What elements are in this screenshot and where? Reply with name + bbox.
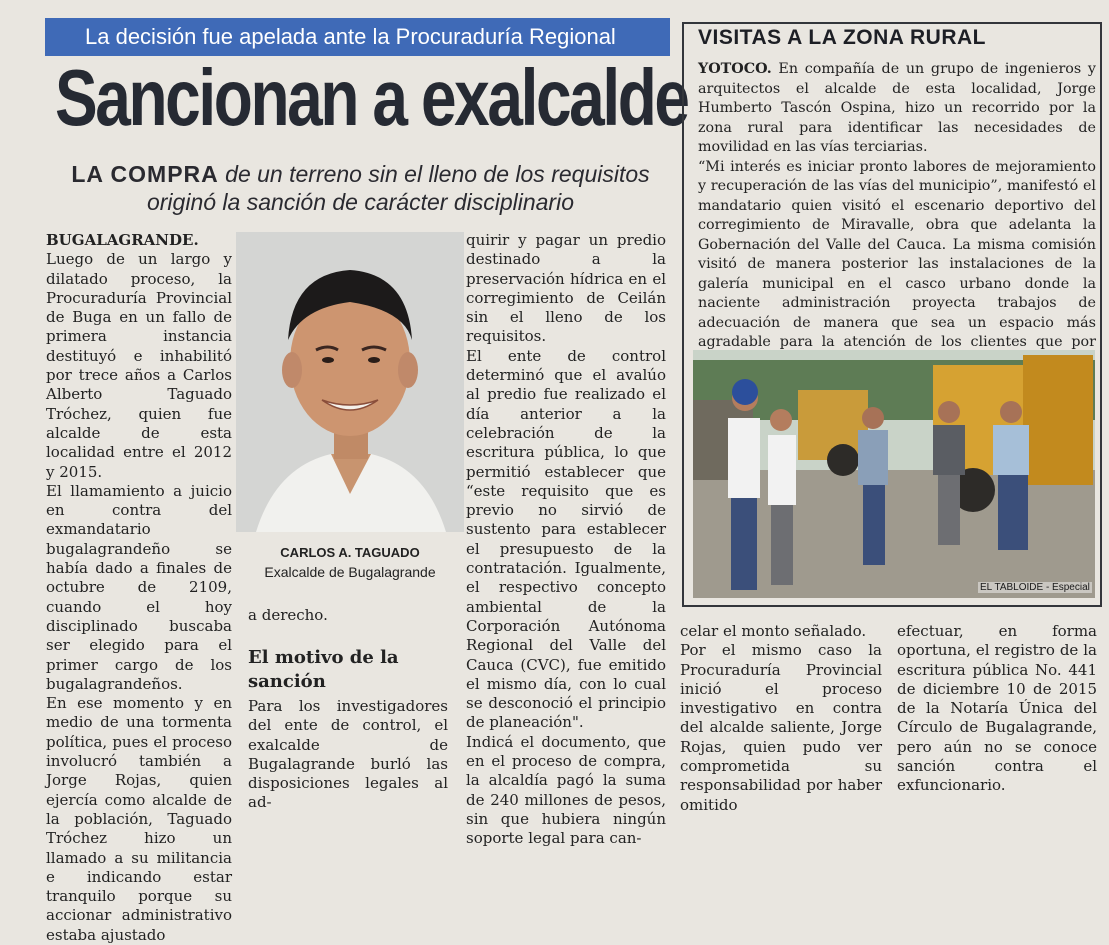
dateline: BUGALAGRANDE. [46,231,199,249]
col1-paragraph-1 [46,231,232,482]
sidebar-p1-text: En compañía de un grupo de ingenieros y arquitectos el alcalde de esta localidad, Jorge Humberto Tascón Ospina, hizo un recorrido por la zona rural para identificar las necesidades de movilidad en las vías terciarias. [698,61,1096,155]
article-column-2 [248,697,448,812]
sidebar-dateline: YOTOCO. [698,61,772,77]
photo-credit: EL TABLOIDE - Especial [980,582,1090,593]
section-subhead: El motivo de la sanción [248,647,399,692]
col2-paragraph-1: Para los investigadores del ente de control, el exalcalde de Bugalagrande burló las disposiciones legales al ad- [248,697,448,812]
deck-text: de un terreno sin el lleno de los requisitos originó la sanción de carácter disciplinario [146,161,650,215]
sidebar-title: VISITAS A LA ZONA RURAL [698,26,986,49]
deck [48,160,673,216]
col1-paragraph-2: El llamamiento a juicio en contra del exmandatario bugalagrandeño se había dado a finales de octubre de 2109, cuando el hoy disciplinado buscaba ser elegido para el primer cargo de los bugalagrandeños. [46,481,232,693]
col4-paragraph-1: celar el monto señalado. [680,622,867,640]
col2-continuation: a derecho. [248,606,328,624]
sidebar-body [698,60,1096,372]
headline: Sancionan a exalcalde [55,53,688,142]
photo-caption-name: CARLOS A. TAGUADO [280,545,420,560]
portrait-photo [236,232,464,532]
kicker-banner: La decisión fue apelada ante la Procuraduría Regional [45,18,670,56]
article-column-3 [466,231,666,848]
sidebar-paragraph-1 [698,60,1096,158]
field-visit-illustration [693,350,1095,598]
col3-paragraph-3: Indicá el documento, que en el proceso de compra, la alcaldía pagó la suma de 240 millones de pesos, sin que hubiera ningún soporte legal para can- [466,732,666,848]
deck-lead: LA COMPRA [71,161,219,187]
col1-p1-text: Luego de un largo y dilatado proceso, la Procuraduría Provincial de Buga en un fallo de primera instancia destituyó e inhabilitó por trece años a Carlos Alberto Taguado Tróchez, quien fue alcalde de esta localidad entre el 2012 y 2015. [46,250,232,481]
col4-paragraph-2: Por el mismo caso la Procuraduría Provincial inició el proceso investigativo en contra del alcalde saliente, Jorge Rojas, quien pudo ver comprometida su responsabilidad por haber omitido [680,641,882,814]
portrait-illustration [236,232,464,532]
article-column-1 [46,231,232,944]
sidebar-paragraph-2: “Mi interés es iniciar pronto labores de mejoramiento y recuperación de las vías del municipio”, manifestó el mandatario quien visitó el escenario deportivo del corregimiento de Miravalle, obra que adelanta la Gobernación del Valle del Cauca. La misma comisión visitó de manera posterior las instalaciones de la galería municipal en el casco urbano donde la naciente administración proyecta trabajos de adecuación de manera que sea un espacio más agradable para la atención de los clientes que por [698,158,1096,350]
col5-paragraph-1: efectuar, en forma oportuna, el registro de la escritura pública No. 441 de diciembre 10 de 2015 de la Notaría Única del Círculo de Bugalagrande, pero aún no se conoce sanción contra el exfuncionario. [897,622,1097,795]
photo-caption-role: Exalcalde de Bugalagrande [264,564,436,580]
col3-paragraph-1: quirir y pagar un predio destinado a la preservación hídrica en el corregimiento de Ceilán sin el lleno de los requisitos. [466,231,666,346]
col3-paragraph-2: El ente de control determinó que el avalúo al predio fue realizado el día anterior a la celebración de la escritura pública, lo que permitió establecer que “este requisito que es previo no sirvió de sustento para establecer el presupuesto de la contratación. Igualmente, el respectivo concepto ambiental de la Corporación Autónoma Regional del Valle del Cauca (CVC), fue emitido el mismo día, con lo cual se desconoció el principio de planeación". [466,346,666,732]
col1-paragraph-3: En ese momento y en medio de una tormenta política, pues el proceso involucró también a Jorge Rojas, quien ejercía como alcalde de la población, Taguado Tróchez hizo un llamado a su militancia e indicando estar tranquilo porque su accionar administrativo estaba ajustado [46,694,232,944]
field-visit-photo [693,350,1095,598]
article-column-5 [897,622,1097,795]
article-column-2-top [248,606,458,636]
article-column-4 [680,622,882,814]
